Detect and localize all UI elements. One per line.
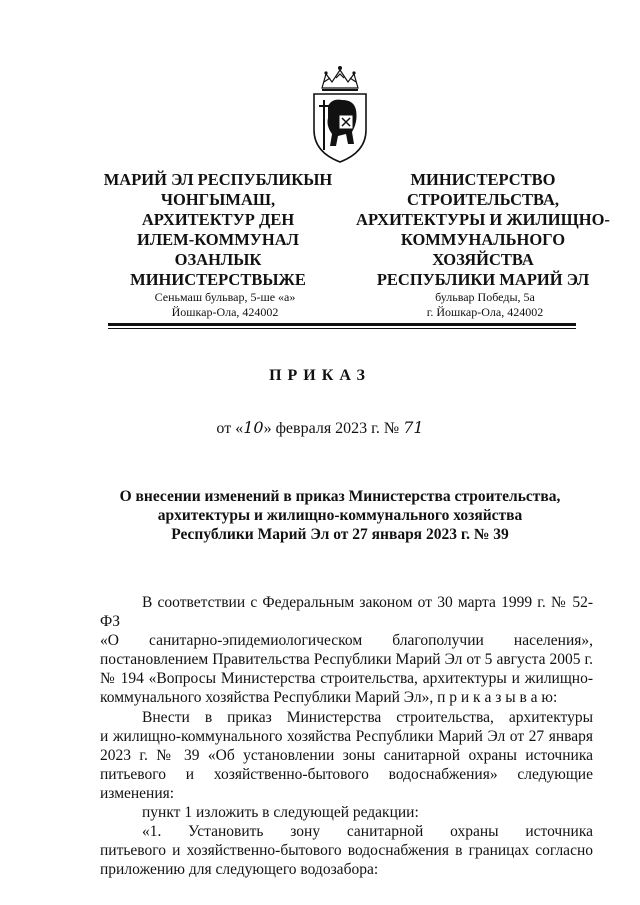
body-line: постановлением Правительства Республики Марий Эл от 5 августа 2005 г. — [100, 651, 593, 669]
body-line: В соответствии с Федеральным законом от 30 марта 1999 г. № 52-ФЗ — [100, 594, 593, 631]
address-russian — [390, 290, 580, 320]
header-left-line: ИЛЕМ-КОММУНАЛ — [137, 230, 299, 249]
address-mari — [130, 290, 320, 320]
order-subject — [100, 487, 580, 544]
body-line: «1. Установить зону санитарной охраны источника — [142, 823, 593, 841]
header-divider-thin — [108, 328, 576, 329]
handwritten-day: 10 — [243, 418, 264, 437]
date-middle: » февраля 2023 г. № — [263, 420, 400, 437]
coat-of-arms-emblem — [298, 60, 382, 166]
order-body — [100, 593, 593, 879]
order-title: ПРИКАЗ — [269, 367, 371, 384]
header-right-line: МИНИСТЕРСТВО — [410, 170, 556, 189]
header-left-line: ЧОНГЫМАШ, — [160, 190, 276, 209]
subject-line: О внесении изменений в приказ Министерства строительства, — [119, 488, 561, 505]
body-line: «О санитарно-эпидемиологическом благополучии населения», — [100, 632, 593, 650]
header-right-line: ХОЗЯЙСТВА — [432, 250, 534, 269]
header-divider-thick — [108, 323, 576, 326]
address-line: Сеньмаш бульвар, 5-ше «а» — [154, 290, 296, 304]
body-line: изменения: — [100, 784, 175, 802]
header-right-line: СТРОИТЕЛЬСТВА, — [406, 190, 560, 209]
header-right-line: АРХИТЕКТУРЫ И ЖИЛИЩНО- — [356, 210, 610, 229]
header-right-line: КОММУНАЛЬНОГО — [400, 230, 566, 249]
header-left-line: МИНИСТЕРСТВЫЖЕ — [130, 270, 306, 289]
address-line: г. Йошкар-Ола, 424002 — [426, 305, 544, 319]
address-line: бульвар Победы, 5а — [435, 290, 535, 304]
header-left-line: АРХИТЕКТУР ДЕН — [141, 210, 295, 229]
body-line: питьевого и хозяйственно-бытового водоснабжения в границах согласно — [100, 842, 593, 860]
body-line: приложению для следующего водозабора: — [100, 861, 379, 879]
subject-line: Республики Марий Эл от 27 января 2023 г. № 39 — [171, 526, 509, 543]
body-line: № 194 «Вопросы Министерства строительства, архитектуры и жилищно- — [100, 670, 593, 688]
date-prefix: от « — [216, 420, 244, 437]
ministry-name-russian — [353, 170, 613, 290]
subject-line: архитектуры и жилищно-коммунального хозяйства — [157, 507, 523, 524]
body-line: коммунального хозяйства Республики Марий Эл», п р и к а з ы в а ю: — [100, 689, 558, 707]
header-left-line: ОЗАНЛЫК — [174, 250, 262, 269]
body-line: Внести в приказ Министерства строительства, архитектуры — [142, 708, 593, 726]
header-right-line: РЕСПУБЛИКИ МАРИЙ ЭЛ — [376, 270, 590, 289]
body-line: питьевого и хозяйственно-бытового водоснабжения» следующие — [100, 765, 593, 783]
order-date-line — [0, 418, 640, 438]
body-line: 2023 г. № 39 «Об установлении зоны санитарной охраны источника — [100, 746, 593, 764]
address-line: Йошкар-Ола, 424002 — [171, 305, 279, 319]
handwritten-order-number: 71 — [403, 418, 424, 437]
ministry-name-mari — [93, 170, 343, 290]
body-line: и жилищно-коммунального хозяйства Республики Марий Эл от 27 января — [100, 727, 593, 745]
body-line: пункт 1 изложить в следующей редакции: — [142, 804, 419, 822]
header-left-line: МАРИЙ ЭЛ РЕСПУБЛИКЫН — [103, 170, 333, 189]
